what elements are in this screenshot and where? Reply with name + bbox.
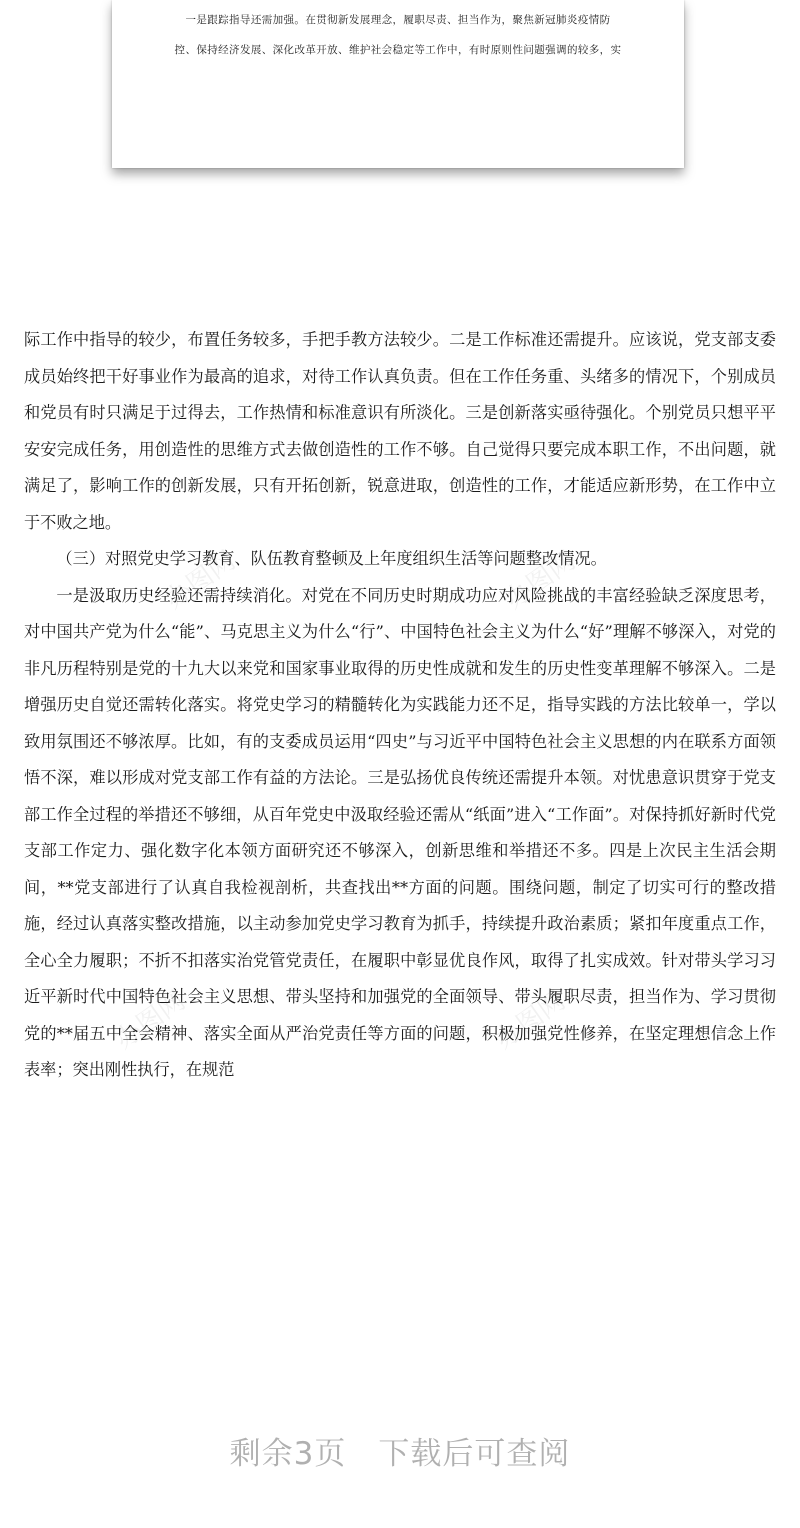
watermark: 办图网 xyxy=(499,545,581,616)
remaining-pages-label: 剩余3页 xyxy=(229,1436,347,1472)
download-to-view-label: 下载后可查阅 xyxy=(378,1436,571,1472)
previous-page-preview xyxy=(112,0,684,168)
paragraph-history-lessons: 一是汲取历史经验还需持续消化。对党在不同历史时期成功应对风险挑战的丰富经验缺乏深度思考，对中国共产党为什么“能”、马克思主义为什么“行”、中国特色社会主义为什么“好”理解不够深入，对党的非凡历程特别是党的十九大以来党和国家事业取得的历史性成就和发生的历史性变革理解不够深入。二是增强历史自觉还需转化落实。将党史学习的精髓转化为实践能力还不足，指导实践的方法比较单一，学以致用氛围还不够浓厚。比如，有的支委成员运用“四史”与习近平中国特色社会主义思想的内在联系方面领悟不深，难以形成对党支部工作有益的方法论。三是弘扬优良传统还需提升本领。对忧患意识贯穿于党支部工作全过程的举措还不够细，从百年党史中汲取经验还需从“纸面”进入“工作面”。对保持抓好新时代党支部工作定力、强化数字化本领方面研究还不够深入，创新思维和举措还不多。四是上次民主生活会期间，**党支部进行了认真自我检视剖析，共查找出**方面的问题。围绕问题，制定了切实可行的整改措施，经过认真落实整改措施，以主动参加党史学习教育为抓手，持续提升政治素质；紧扣年度重点工作，全心全力履职；不折不扣落实治党管党责任，在履职中彰显优良作风，取得了扎实成效。针对带头学习习近平新时代中国特色社会主义思想、带头坚持和加强党的全面领导、带头履职尽责，担当作为、学习贯彻党的**届五中全会精神、落实全面从严治党责任等方面的问题，积极加强党性修养，在坚定理想信念上作表率；突出刚性执行，在规范 xyxy=(24,585,776,1079)
download-prompt[interactable] xyxy=(0,1428,800,1473)
watermark: 办图网 xyxy=(109,985,191,1056)
watermark: 办图网 xyxy=(489,985,571,1056)
preview-line-1: 一是跟踪指导还需加强。在贯彻新发展理念，履职尽责、担当作为，聚焦新冠肺炎疫情防 xyxy=(185,14,611,26)
document-body xyxy=(24,322,776,1089)
preview-line-2: 控、保持经济发展、深化改革开放、维护社会稳定等工作中，有时原则性问题强调的较多，实 xyxy=(174,44,622,56)
section-heading-3: （三）对照党史学习教育、队伍教育整顿及上年度组织生活等问题整改情况。 xyxy=(56,549,607,568)
paragraph-continuation: 际工作中指导的较少，布置任务较多，手把手教方法较少。二是工作标准还需提升。应该说，党支部支委成员始终把干好事业作为最高的追求，对待工作认真负责。但在工作任务重、头绪多的情况下，个别成员和党员有时只满足于过得去，工作热情和标准意识有所淡化。三是创新落实亟待强化。个别党员只想平平安安完成任务，用创造性的思维方式去做创造性的工作不够。自己觉得只要完成本职工作，不出问题，就满足了，影响工作的创新发展，只有开拓创新，锐意进取，创造性的工作，才能适应新形势，在工作中立于不败之地。 xyxy=(24,330,776,532)
watermark: 办图网 xyxy=(159,545,241,616)
